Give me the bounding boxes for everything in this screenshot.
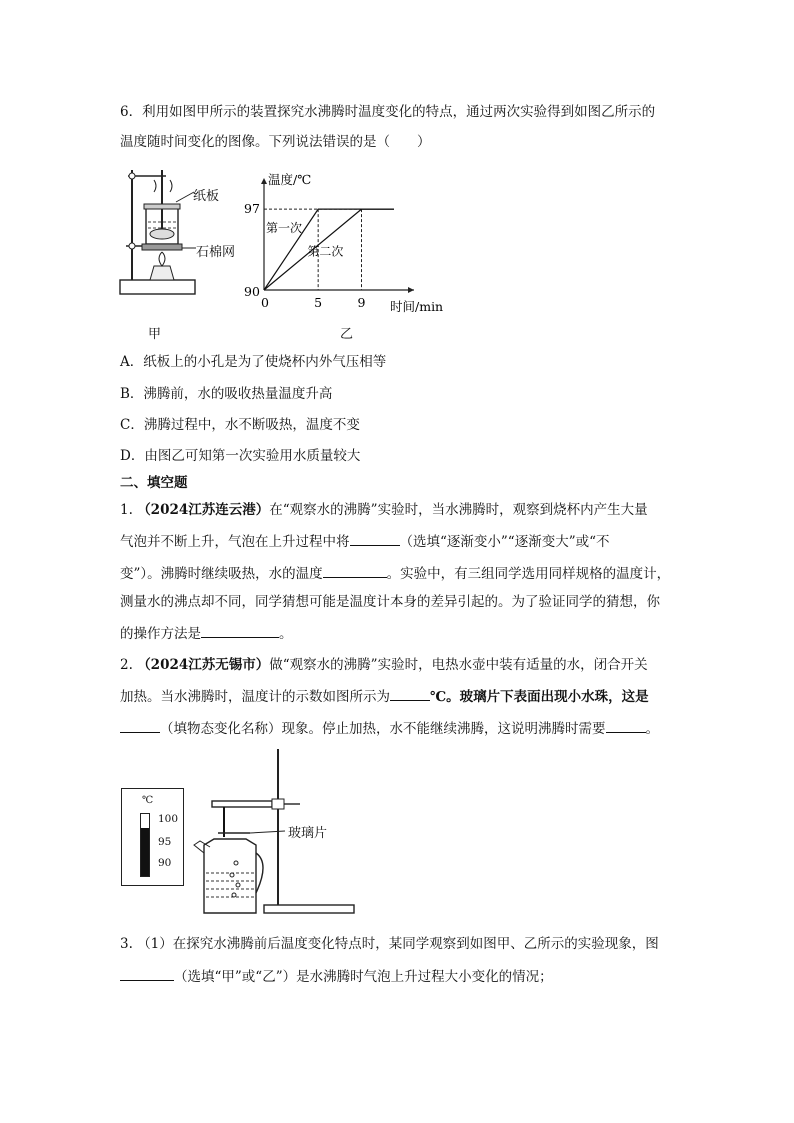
section-heading: 二、填空题 — [120, 475, 188, 491]
q2-source: （2024江苏无锡市） — [137, 657, 270, 673]
thermometer-tick-90: 90 — [158, 857, 172, 869]
kettle-apparatus-figure — [190, 745, 360, 920]
q2-line2 — [120, 686, 649, 706]
q2-blank-1[interactable] — [390, 686, 430, 701]
q3-blank-1[interactable] — [120, 966, 174, 981]
q3-number: 3. — [120, 936, 133, 952]
q1-line2 — [120, 531, 610, 551]
q3-line2-b: （选填“甲”或“乙”）是水沸腾时气泡上升过程大小变化的情况； — [174, 969, 553, 985]
q1-blank-1[interactable] — [350, 531, 400, 546]
q2-line2-b: ℃。玻璃片下表面出现小水珠，这是 — [430, 689, 649, 705]
q6-stem-line1: 6．利用如图甲所示的装置探究水沸腾时温度变化的特点，通过两次实验得到如图乙所示的 — [120, 104, 656, 120]
y-axis-label: 温度/℃ — [268, 172, 312, 187]
annotation-first: 第一次 — [266, 221, 303, 236]
label-gauze: 石棉网 — [196, 245, 236, 260]
thermometer-tick-95: 95 — [158, 836, 172, 848]
q1-line4: 测量水的沸点却不同，同学猜想可能是温度计本身的差异引起的。为了验证同学的猜想，你 — [120, 594, 660, 610]
q6-stem-line2: 温度随时间变化的图像。下列说法错误的是（ ） — [120, 134, 431, 150]
q6-option-d: D．由图乙可知第一次实验用水质量较大 — [120, 448, 361, 464]
apparatus-figure-jia — [118, 162, 253, 307]
fig-jia-label: 甲 — [148, 327, 162, 342]
q6-option-b: B．沸腾前，水的吸收热量温度升高 — [120, 386, 333, 402]
y-tick-label: 97 — [244, 201, 260, 217]
q1-line3 — [120, 563, 670, 583]
q1-line3-b: 。实验中，有三组同学选用同样规格的温度计， — [386, 566, 671, 582]
q3-line1-text: （1）在探究水沸腾前后温度变化特点时，某同学观察到如图甲、乙所示的实验现象，图 — [137, 936, 659, 952]
thermometer-tube — [140, 813, 150, 877]
temperature-chart — [238, 170, 453, 320]
q2-number: 2. — [120, 657, 133, 673]
x-axis-arrow — [408, 287, 414, 293]
thermometer-unit: ℃ — [142, 795, 154, 806]
q1-line1 — [120, 501, 648, 519]
annotation-second: 第二次 — [307, 244, 344, 259]
q2-line3-a: （填物态变化名称）现象。停止加热，水不能继续沸腾，这说明沸腾时需要 — [160, 721, 606, 737]
q2-line1-text: 做“观察水的沸腾”实验时，电热水壶中装有适量的水，闭合开关 — [269, 657, 648, 673]
q2-line3 — [120, 718, 659, 738]
label-glass: 玻璃片 — [288, 826, 328, 841]
label-paper: 纸板 — [193, 189, 220, 204]
y-tick-label: 90 — [244, 284, 260, 299]
q1-line1-text: 在“观察水的沸腾”实验时，当水沸腾时，观察到烧杯内产生大量 — [269, 502, 648, 518]
q1-source: （2024江苏连云港） — [137, 502, 270, 518]
q1-line5-a: 的操作方法是 — [120, 626, 201, 642]
q2-blank-2[interactable] — [120, 718, 160, 733]
q1-line2-b: （选填“逐渐变小”“逐渐变大”或“不 — [399, 534, 610, 550]
q1-number: 1. — [120, 502, 133, 518]
x-tick-label: 0 — [261, 295, 269, 310]
q1-line5-b: 。 — [279, 626, 293, 642]
q2-line3-b: 。 — [645, 721, 659, 737]
y-axis-arrow — [261, 178, 267, 184]
q1-line3-a: 变”）。沸腾时继续吸热，水的温度 — [120, 566, 323, 582]
thermometer-tick-100: 100 — [158, 813, 179, 825]
q1-blank-3[interactable] — [201, 623, 279, 638]
q2-line1 — [120, 656, 648, 674]
q6-option-c: C．沸腾过程中，水不断吸热，温度不变 — [120, 417, 360, 433]
thermometer-liquid — [141, 828, 149, 876]
q1-line2-a: 气泡并不断上升，气泡在上升过程中将 — [120, 534, 350, 550]
q6-option-a: A．纸板上的小孔是为了使烧杯内外气压相等 — [120, 354, 387, 370]
q1-line5 — [120, 623, 293, 643]
x-tick-label: 9 — [357, 295, 366, 310]
q1-blank-2[interactable] — [323, 563, 387, 578]
fig-yi-label: 乙 — [340, 327, 354, 342]
q2-blank-3[interactable] — [606, 718, 646, 733]
q2-line2-a: 加热。当水沸腾时，温度计的示数如图所示为 — [120, 689, 390, 705]
q3-line2 — [120, 966, 553, 986]
x-tick-label: 5 — [314, 295, 323, 310]
q3-line1 — [120, 935, 659, 953]
thermometer-figure — [121, 788, 184, 886]
x-axis-label: 时间/min — [390, 299, 444, 314]
